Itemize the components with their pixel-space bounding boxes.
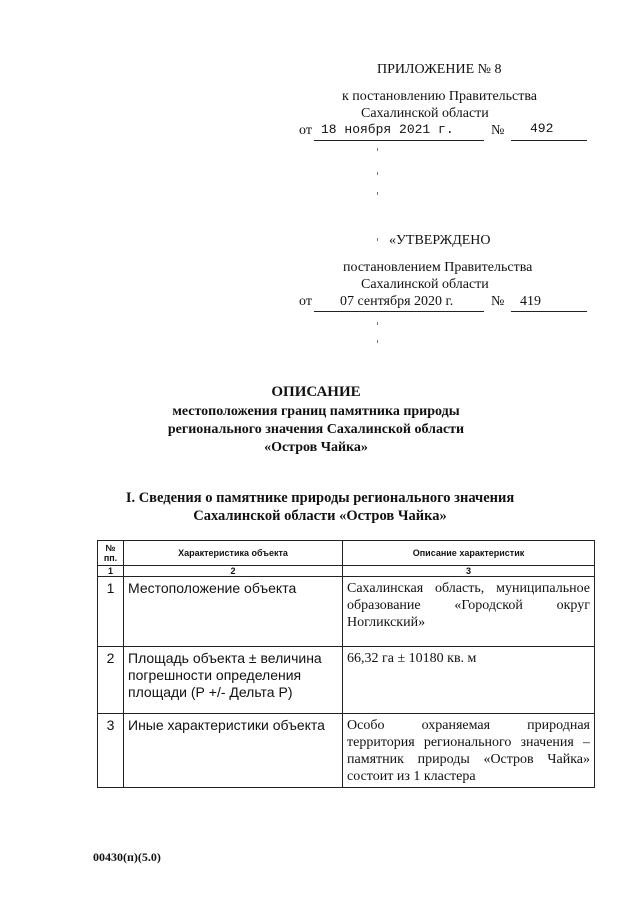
- appendix-resolution-line: к постановлению Правительства: [342, 89, 538, 104]
- approved-date-underline: [314, 311, 484, 312]
- approved-number-prefix: №: [491, 294, 505, 309]
- row-number: 1: [98, 577, 124, 647]
- header-number: № пп.: [98, 541, 124, 566]
- approved-resolution-line: постановлением Правительства: [343, 260, 533, 275]
- approved-number-value: 419: [520, 294, 541, 309]
- row-characteristic: Местоположение объекта: [124, 577, 343, 647]
- row-description: 66,32 га ± 10180 кв. м: [343, 647, 595, 714]
- table-row: [98, 647, 595, 714]
- document-subheading-line-2: регионального значения Сахалинской области: [167, 422, 465, 437]
- row-characteristic: Площадь объекта ± величина погрешности определения площади (Р +/- Дельта Р): [124, 647, 343, 714]
- appendix-date-prefix: от: [299, 123, 312, 138]
- appendix-date-underline: [314, 140, 484, 141]
- section-title-line-1: I. Сведения о памятнике природы регионального значения: [125, 490, 515, 506]
- appendix-number-prefix: №: [491, 123, 505, 138]
- row-number: 3: [98, 714, 124, 788]
- appendix-date-value: 18 ноября 2021 г.: [321, 122, 454, 137]
- table-row: [98, 714, 595, 788]
- header-description: Описание характеристик: [343, 541, 595, 566]
- row-description: Сахалинская область, муниципальное образование «Городской округ Ногликский»: [343, 577, 595, 647]
- approved-title: «УТВЕРЖДЕНО: [389, 233, 491, 248]
- column-number-1: 1: [98, 566, 124, 577]
- row-characteristic: Иные характеристики объекта: [124, 714, 343, 788]
- column-number-2: 2: [124, 566, 343, 577]
- approved-date-prefix: от: [299, 294, 312, 309]
- approved-region-line: Сахалинской области: [361, 277, 489, 292]
- characteristics-table: [97, 540, 595, 788]
- appendix-number-value: 492: [530, 121, 554, 136]
- section-title-line-2: Сахалинской области «Остров Чайка»: [193, 508, 447, 524]
- row-number: 2: [98, 647, 124, 714]
- document-subheading-line-3: «Остров Чайка»: [264, 440, 368, 455]
- appendix-region-line: Сахалинской области: [361, 106, 489, 121]
- table-row: [98, 577, 595, 647]
- row-description: Особо охраняемая природная территория регионального значения – памятник природы «Остров Чайка» состоит из 1 кластера: [343, 714, 595, 788]
- footer-code: 00430(п)(5.0): [93, 850, 161, 864]
- appendix-number-underline: [511, 140, 587, 141]
- approved-date-value: 07 сентября 2020 г.: [340, 294, 454, 309]
- approved-number-underline: [511, 311, 587, 312]
- column-number-3: 3: [343, 566, 595, 577]
- document-subheading-line-1: местоположения границ памятника природы: [172, 404, 460, 419]
- appendix-title: ПРИЛОЖЕНИЕ № 8: [377, 62, 502, 77]
- header-characteristic: Характеристика объекта: [124, 541, 343, 566]
- document-heading: ОПИСАНИЕ: [271, 384, 361, 400]
